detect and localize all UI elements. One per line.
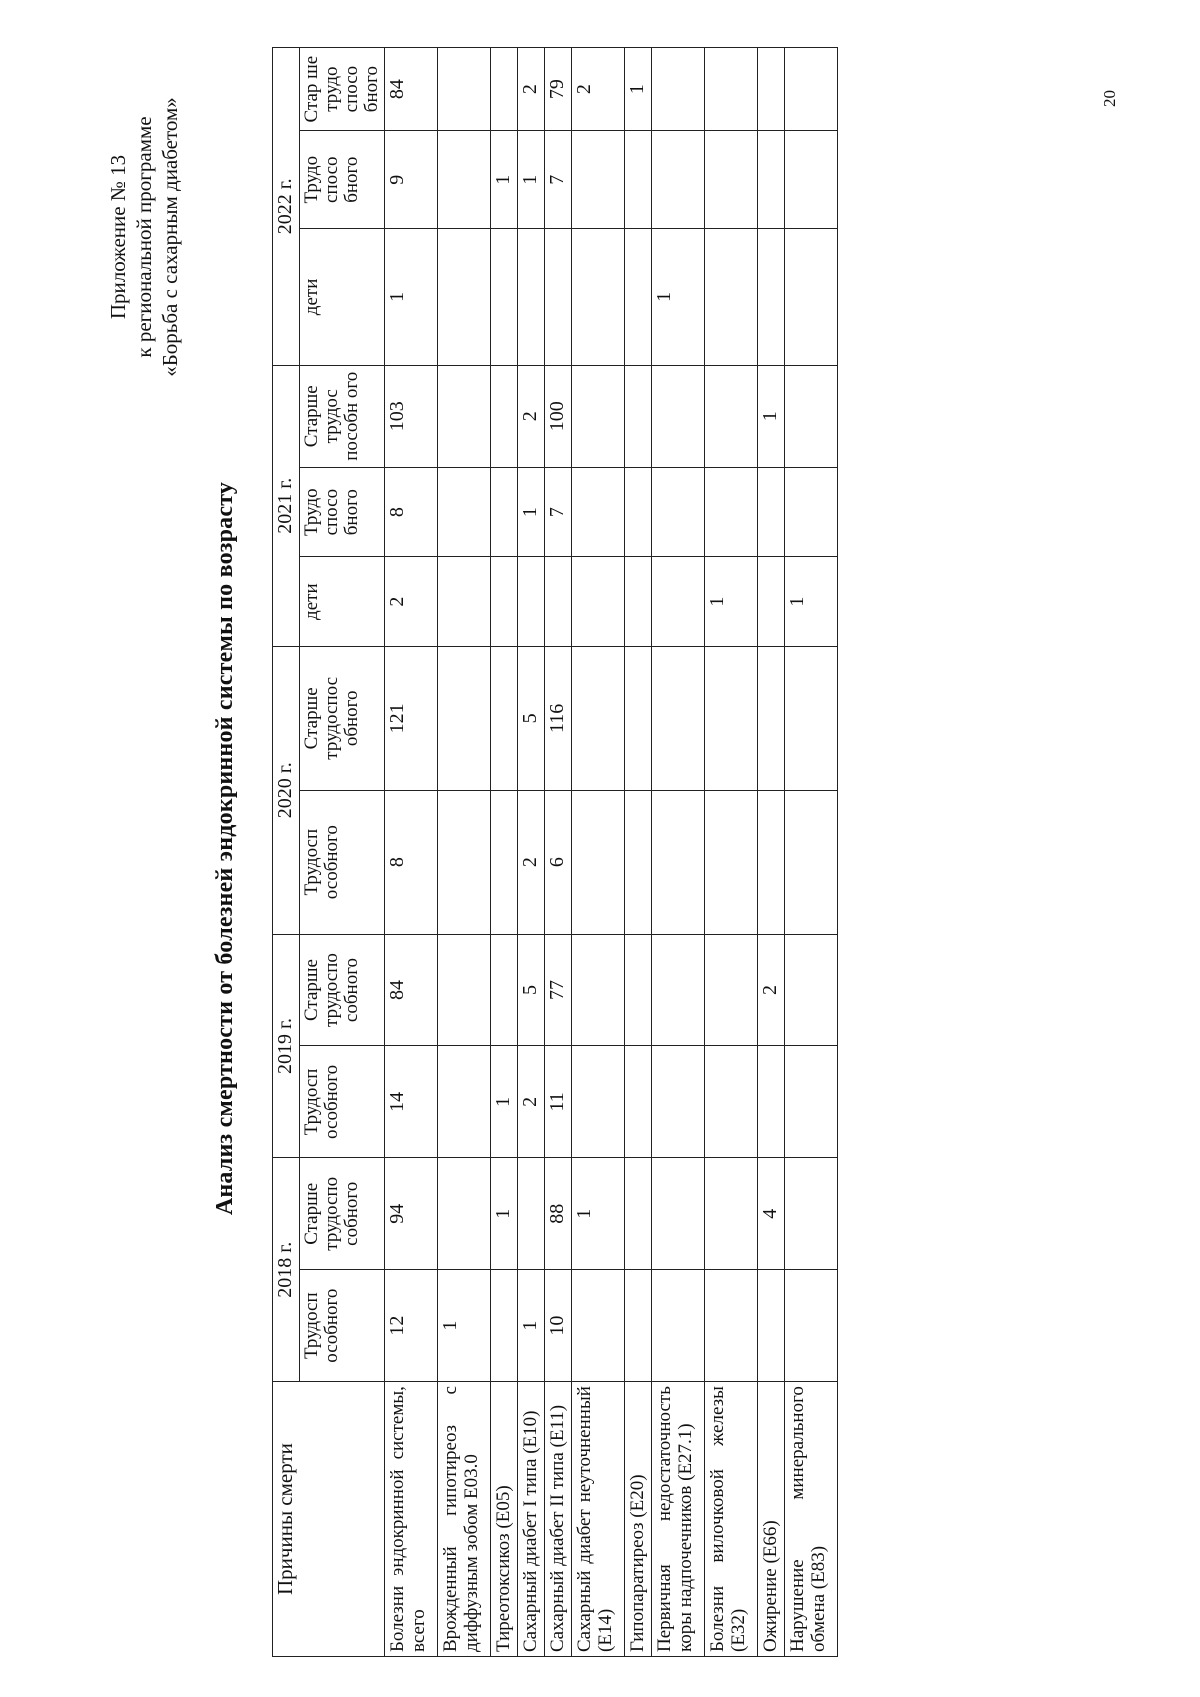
value-cell bbox=[705, 790, 758, 934]
value-cell: 2 bbox=[572, 48, 625, 131]
value-cell bbox=[518, 229, 545, 365]
value-cell: 1 bbox=[652, 229, 705, 365]
value-cell bbox=[438, 790, 491, 934]
value-cell bbox=[758, 646, 785, 790]
value-cell bbox=[785, 229, 838, 365]
value-cell: 12 bbox=[385, 1270, 438, 1382]
value-cell: 1 bbox=[491, 131, 518, 229]
value-cell: 7 bbox=[545, 131, 572, 229]
value-cell: 5 bbox=[518, 934, 545, 1046]
value-cell bbox=[758, 131, 785, 229]
cause-cell: Сахарный диабет II типа (Е11) bbox=[545, 1382, 572, 1657]
appendix-line-3: «Борьба с сахарным диабетом» bbox=[158, 97, 182, 377]
value-cell bbox=[438, 1046, 491, 1158]
value-cell: 79 bbox=[545, 48, 572, 131]
value-cell bbox=[758, 48, 785, 131]
value-cell bbox=[625, 365, 652, 467]
value-cell bbox=[438, 131, 491, 229]
value-cell bbox=[705, 1046, 758, 1158]
value-cell bbox=[491, 467, 518, 557]
value-cell: 6 bbox=[545, 790, 572, 934]
value-cell: 2 bbox=[518, 365, 545, 467]
value-cell bbox=[491, 1270, 518, 1382]
value-cell bbox=[491, 48, 518, 131]
value-cell bbox=[652, 48, 705, 131]
col-header: Стар ше трудо спосо бного bbox=[300, 48, 385, 131]
value-cell bbox=[625, 790, 652, 934]
value-cell bbox=[652, 467, 705, 557]
value-cell: 4 bbox=[758, 1158, 785, 1270]
value-cell bbox=[491, 646, 518, 790]
value-cell bbox=[705, 1270, 758, 1382]
value-cell: 88 bbox=[545, 1158, 572, 1270]
value-cell bbox=[518, 557, 545, 647]
value-cell: 2 bbox=[385, 557, 438, 647]
table-row bbox=[545, 48, 572, 1657]
value-cell bbox=[572, 646, 625, 790]
value-cell bbox=[491, 934, 518, 1046]
col-header: Старше трудоспо собного bbox=[300, 1158, 385, 1270]
value-cell bbox=[705, 365, 758, 467]
col-header: Старше трудос пособн ого bbox=[300, 365, 385, 467]
value-cell: 84 bbox=[385, 934, 438, 1046]
value-cell bbox=[652, 131, 705, 229]
cause-cell: Сахарный диабет I типа (Е10) bbox=[518, 1382, 545, 1657]
value-cell bbox=[758, 1046, 785, 1158]
col-header: Старше трудоспос обного bbox=[300, 646, 385, 790]
table-body bbox=[385, 48, 838, 1657]
value-cell bbox=[491, 557, 518, 647]
cause-cell: Гипопаратиреоз (Е20) bbox=[625, 1382, 652, 1657]
value-cell bbox=[652, 1158, 705, 1270]
year-header-row bbox=[273, 48, 300, 1657]
value-cell: 1 bbox=[518, 131, 545, 229]
table-row bbox=[785, 48, 838, 1657]
value-cell bbox=[785, 467, 838, 557]
value-cell: 1 bbox=[438, 1270, 491, 1382]
value-cell bbox=[572, 467, 625, 557]
value-cell bbox=[785, 131, 838, 229]
cause-cell: Сахарный диабет неуточненный (Е14) bbox=[572, 1382, 625, 1657]
value-cell: 1 bbox=[518, 467, 545, 557]
table-row bbox=[518, 48, 545, 1657]
value-cell bbox=[758, 557, 785, 647]
value-cell: 11 bbox=[545, 1046, 572, 1158]
value-cell bbox=[491, 365, 518, 467]
value-cell: 1 bbox=[385, 229, 438, 365]
value-cell: 1 bbox=[705, 557, 758, 647]
col-header: дети bbox=[300, 229, 385, 365]
value-cell bbox=[652, 557, 705, 647]
value-cell bbox=[572, 229, 625, 365]
col-header: Трудосп особного bbox=[300, 1270, 385, 1382]
value-cell bbox=[438, 467, 491, 557]
value-cell: 1 bbox=[491, 1158, 518, 1270]
value-cell bbox=[785, 646, 838, 790]
col-header: Старше трудоспо собного bbox=[300, 934, 385, 1046]
col-header: дети bbox=[300, 557, 385, 647]
value-cell bbox=[438, 229, 491, 365]
value-cell bbox=[438, 48, 491, 131]
value-cell bbox=[518, 1158, 545, 1270]
appendix-note bbox=[105, 27, 183, 447]
cause-cell: Нарушение минерального обмена (Е83) bbox=[785, 1382, 838, 1657]
value-cell: 10 bbox=[545, 1270, 572, 1382]
value-cell bbox=[705, 131, 758, 229]
value-cell bbox=[572, 934, 625, 1046]
cause-cell: Тиреотоксикоз (Е05) bbox=[491, 1382, 518, 1657]
value-cell bbox=[625, 1046, 652, 1158]
value-cell bbox=[705, 467, 758, 557]
value-cell bbox=[545, 557, 572, 647]
value-cell: 14 bbox=[385, 1046, 438, 1158]
value-cell bbox=[785, 790, 838, 934]
table-row bbox=[491, 48, 518, 1657]
value-cell: 2 bbox=[518, 790, 545, 934]
value-cell: 1 bbox=[572, 1158, 625, 1270]
year-2019-header: 2019 г. bbox=[273, 934, 300, 1158]
value-cell bbox=[758, 467, 785, 557]
cause-cell: Болезни вилочковой железы (Е32) bbox=[705, 1382, 758, 1657]
value-cell: 9 bbox=[385, 131, 438, 229]
cause-cell: Первичная недостаточность коры надпочечников (Е27.1) bbox=[652, 1382, 705, 1657]
table-row bbox=[758, 48, 785, 1657]
value-cell: 100 bbox=[545, 365, 572, 467]
value-cell bbox=[785, 934, 838, 1046]
document-title: Анализ смертности от болезней эндокринной системы по возрасту bbox=[212, 481, 238, 1216]
value-cell: 94 bbox=[385, 1158, 438, 1270]
value-cell bbox=[625, 1158, 652, 1270]
cause-cell: Врожденный гипотиреоз с диффузным зобом Е03.0 bbox=[438, 1382, 491, 1657]
value-cell: 1 bbox=[625, 48, 652, 131]
value-cell: 8 bbox=[385, 790, 438, 934]
value-cell: 103 bbox=[385, 365, 438, 467]
value-cell bbox=[652, 1270, 705, 1382]
value-cell bbox=[438, 934, 491, 1046]
year-2020-header: 2020 г. bbox=[273, 646, 300, 934]
value-cell bbox=[705, 646, 758, 790]
table-row bbox=[385, 48, 438, 1657]
value-cell bbox=[785, 48, 838, 131]
table-row bbox=[572, 48, 625, 1657]
value-cell bbox=[758, 229, 785, 365]
value-cell bbox=[652, 790, 705, 934]
value-cell bbox=[652, 1046, 705, 1158]
table-row bbox=[625, 48, 652, 1657]
value-cell bbox=[705, 229, 758, 365]
value-cell bbox=[438, 646, 491, 790]
value-cell bbox=[572, 1270, 625, 1382]
value-cell: 1 bbox=[785, 557, 838, 647]
value-cell: 2 bbox=[518, 48, 545, 131]
value-cell: 1 bbox=[518, 1270, 545, 1382]
value-cell bbox=[491, 229, 518, 365]
year-2021-header: 2021 г. bbox=[273, 365, 300, 646]
value-cell bbox=[572, 365, 625, 467]
value-cell bbox=[572, 131, 625, 229]
value-cell bbox=[652, 646, 705, 790]
value-cell: 1 bbox=[758, 365, 785, 467]
col-header: Трудо спосо бного bbox=[300, 467, 385, 557]
col-header: Трудосп особного bbox=[300, 1046, 385, 1158]
value-cell bbox=[625, 131, 652, 229]
appendix-line-1: Приложение № 13 bbox=[106, 154, 130, 320]
value-cell: 1 bbox=[491, 1046, 518, 1158]
value-cell bbox=[785, 1270, 838, 1382]
value-cell bbox=[438, 557, 491, 647]
table-row bbox=[652, 48, 705, 1657]
value-cell bbox=[572, 557, 625, 647]
value-cell bbox=[438, 365, 491, 467]
value-cell bbox=[705, 48, 758, 131]
value-cell bbox=[625, 1270, 652, 1382]
value-cell bbox=[438, 1158, 491, 1270]
cause-cell: Болезни эндокринной системы, всего bbox=[385, 1382, 438, 1657]
value-cell bbox=[625, 934, 652, 1046]
value-cell: 5 bbox=[518, 646, 545, 790]
value-cell bbox=[758, 1270, 785, 1382]
value-cell: 116 bbox=[545, 646, 572, 790]
value-cell bbox=[785, 1046, 838, 1158]
value-cell bbox=[652, 365, 705, 467]
value-cell bbox=[705, 1158, 758, 1270]
value-cell bbox=[545, 229, 572, 365]
year-2022-header: 2022 г. bbox=[273, 48, 300, 366]
value-cell: 8 bbox=[385, 467, 438, 557]
value-cell bbox=[785, 365, 838, 467]
value-cell bbox=[572, 790, 625, 934]
value-cell bbox=[652, 934, 705, 1046]
value-cell bbox=[625, 557, 652, 647]
value-cell bbox=[785, 1158, 838, 1270]
table-row bbox=[705, 48, 758, 1657]
value-cell bbox=[758, 790, 785, 934]
value-cell bbox=[572, 1046, 625, 1158]
value-cell: 2 bbox=[518, 1046, 545, 1158]
col-header: Трудо спосо бного bbox=[300, 131, 385, 229]
value-cell bbox=[491, 790, 518, 934]
value-cell bbox=[625, 467, 652, 557]
appendix-line-2: к региональной программе bbox=[132, 116, 156, 358]
value-cell: 2 bbox=[758, 934, 785, 1046]
value-cell: 77 bbox=[545, 934, 572, 1046]
mortality-table bbox=[272, 47, 838, 1657]
value-cell: 121 bbox=[385, 646, 438, 790]
cause-cell: Ожирение (Е66) bbox=[758, 1382, 785, 1657]
col-header: Трудосп особного bbox=[300, 790, 385, 934]
year-2018-header: 2018 г. bbox=[273, 1158, 300, 1382]
cause-header: Причины смерти bbox=[273, 1382, 385, 1657]
value-cell: 84 bbox=[385, 48, 438, 131]
value-cell: 7 bbox=[545, 467, 572, 557]
page-number: 20 bbox=[1100, 90, 1119, 107]
value-cell bbox=[625, 229, 652, 365]
value-cell bbox=[625, 646, 652, 790]
table-row bbox=[438, 48, 491, 1657]
value-cell bbox=[705, 934, 758, 1046]
